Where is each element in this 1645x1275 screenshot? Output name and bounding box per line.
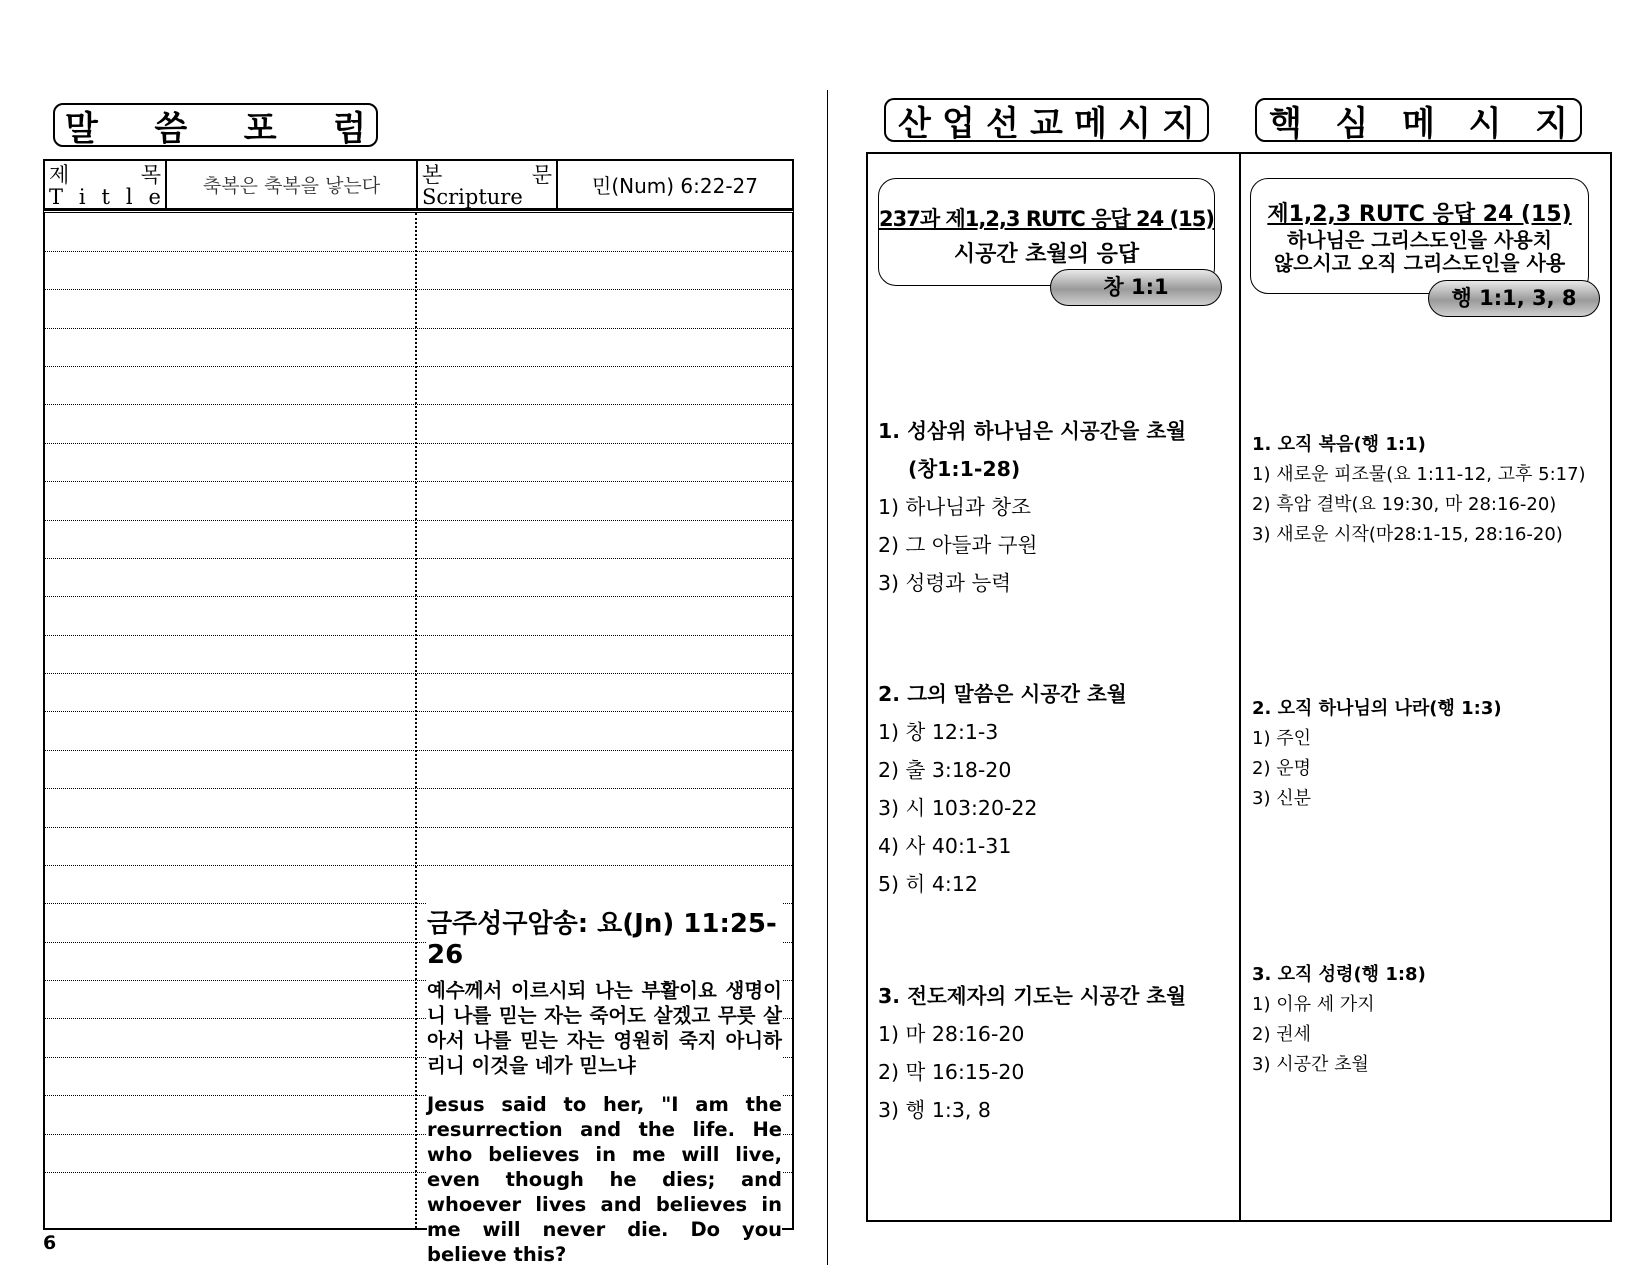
note-line [45, 596, 792, 597]
note-line [45, 827, 792, 828]
list-item: 2) 권세 [1252, 1024, 1311, 1045]
core-message-title-box [1255, 98, 1582, 142]
list-item: 2) 운명 [1252, 758, 1311, 779]
lesson-section-1 [878, 412, 1186, 602]
note-line [45, 865, 792, 866]
section-heading-cont: (창1:1-28) [908, 457, 1021, 481]
note-line [45, 289, 792, 290]
list-item: 1) 마 28:16-20 [878, 1022, 1025, 1046]
note-line [45, 328, 792, 329]
list-item: 2) 그 아들과 구원 [878, 533, 1038, 557]
note-line [45, 404, 792, 405]
title-label-en: i [78, 185, 86, 209]
message-column-divider [1239, 154, 1241, 1220]
box-title-char: 시 [1118, 103, 1151, 144]
list-item: 1) 새로운 피조물(요 1:11-12, 고후 5:17) [1252, 464, 1586, 485]
section-heading: 1. 성삼위 하나님은 시공간을 초월 [878, 419, 1187, 443]
title-label-ko: 제 [49, 163, 70, 187]
memory-verse-block [427, 903, 782, 1267]
list-item: 3) 시 103:20-22 [878, 796, 1038, 820]
page-divider [827, 90, 828, 1265]
list-item: 3) 신분 [1252, 788, 1311, 809]
box-title-char: 메 [1402, 103, 1435, 144]
note-line [45, 788, 792, 789]
scripture-label-en: Scripture [422, 185, 523, 209]
note-line [45, 481, 792, 482]
title-label-ko: 목 [140, 163, 161, 187]
box-title-char: 메 [1074, 103, 1107, 144]
core-card-line1: 제1,2,3 RUTC 응답 24 (15) [1267, 202, 1572, 227]
title-label-en: l [125, 185, 133, 209]
note-line [45, 711, 792, 712]
core-section-2 [1252, 694, 1502, 814]
scripture-label-ko: 본 [422, 163, 443, 187]
box-title-char: 업 [942, 103, 975, 144]
message-frame [866, 152, 1612, 1222]
note-line [45, 635, 792, 636]
box-title-char: 심 [1335, 103, 1369, 144]
list-item: 4) 사 40:1-31 [878, 834, 1012, 858]
title-label-en: t [101, 185, 110, 209]
note-line [45, 366, 792, 367]
memory-verse-title: 금주성구암송: 요(Jn) 11:25-26 [427, 909, 777, 970]
box-title-char: 산 [898, 103, 931, 144]
title-label-en: e [148, 185, 161, 209]
note-line [45, 673, 792, 674]
box-title-char: 말 [65, 108, 98, 149]
title-label [45, 161, 167, 208]
sermon-title-value: 축복은 축복을 낳는다 [167, 161, 418, 208]
section-heading: 2. 오직 하나님의 나라(행 1:3) [1252, 698, 1502, 719]
industrial-mission-title-box [884, 98, 1209, 142]
box-title-char: 선 [986, 103, 1019, 144]
list-item: 5) 히 4:12 [878, 872, 978, 896]
note-line [45, 443, 792, 444]
lesson-scripture-pill: 창 1:1 [1050, 269, 1222, 306]
sermon-forum-title-box [53, 103, 378, 147]
sermon-header-table [43, 159, 794, 210]
scripture-label-ko: 문 [531, 163, 552, 187]
core-section-1 [1252, 430, 1586, 550]
list-item: 3) 행 1:3, 8 [878, 1098, 991, 1122]
section-heading: 1. 오직 복음(행 1:1) [1252, 434, 1426, 455]
title-label-en: T [49, 185, 64, 209]
list-item: 2) 막 16:15-20 [878, 1060, 1025, 1084]
lesson-card-line2: 시공간 초월의 응답 [953, 242, 1140, 267]
list-item: 2) 출 3:18-20 [878, 758, 1012, 782]
core-card-line2: 하나님은 그리스도인을 사용치 [1286, 228, 1553, 252]
memory-verse-korean: 예수께서 이르시되 나는 부활이요 생명이니 나를 믿는 자는 죽어도 살겠고 무릇 살아서 나를 믿는 자는 영원히 죽지 아니하리니 이것을 네가 믿느냐 [427, 979, 782, 1077]
list-item: 3) 시공간 초월 [1252, 1054, 1369, 1075]
note-line [45, 750, 792, 751]
section-heading: 3. 전도제자의 기도는 시공간 초월 [878, 984, 1187, 1008]
list-item: 2) 흑암 결박(요 19:30, 마 28:16-20) [1252, 494, 1557, 515]
page-number: 6 [43, 1232, 57, 1254]
notes-area [43, 210, 794, 1266]
memory-verse-english: Jesus said to her, "I am the resurrection and the life. He who believes in me will live, even though he dies; and whoever lives and believes in me will never die. Do you believe this? [427, 1093, 782, 1266]
box-title-char: 지 [1535, 103, 1568, 144]
note-line [45, 520, 792, 521]
list-item: 1) 이유 세 가지 [1252, 994, 1375, 1015]
box-title-char: 교 [1030, 103, 1063, 144]
box-title-char: 럼 [333, 108, 366, 149]
box-title-char: 포 [243, 108, 277, 149]
box-title-char: 씀 [154, 108, 188, 149]
core-card-line3: 않으시고 오직 그리스도인을 사용 [1273, 251, 1566, 275]
section-heading: 2. 그의 말씀은 시공간 초월 [878, 682, 1127, 706]
lesson-card-line1: 237과 제1,2,3 RUTC 응답 24 (15) [879, 207, 1214, 231]
core-scripture-pill: 행 1:1, 3, 8 [1428, 280, 1600, 317]
note-line [45, 251, 792, 252]
box-title-char: 지 [1162, 103, 1195, 144]
section-heading: 3. 오직 성령(행 1:8) [1252, 964, 1426, 985]
list-item: 1) 하나님과 창조 [878, 495, 1031, 519]
core-section-3 [1252, 960, 1426, 1080]
list-item: 3) 새로운 시작(마28:1-15, 28:16-20) [1252, 524, 1563, 545]
scripture-value: 민(Num) 6:22-27 [592, 174, 758, 198]
box-title-char: 시 [1468, 103, 1502, 144]
lesson-section-3 [878, 977, 1186, 1129]
note-line [45, 558, 792, 559]
core-card [1250, 178, 1589, 294]
scripture-label [418, 161, 558, 208]
list-item: 1) 창 12:1-3 [878, 720, 999, 744]
list-item: 1) 주인 [1252, 728, 1311, 749]
list-item: 3) 성령과 능력 [878, 571, 1012, 595]
box-title-char: 핵 [1269, 103, 1302, 144]
lesson-section-2 [878, 675, 1127, 903]
